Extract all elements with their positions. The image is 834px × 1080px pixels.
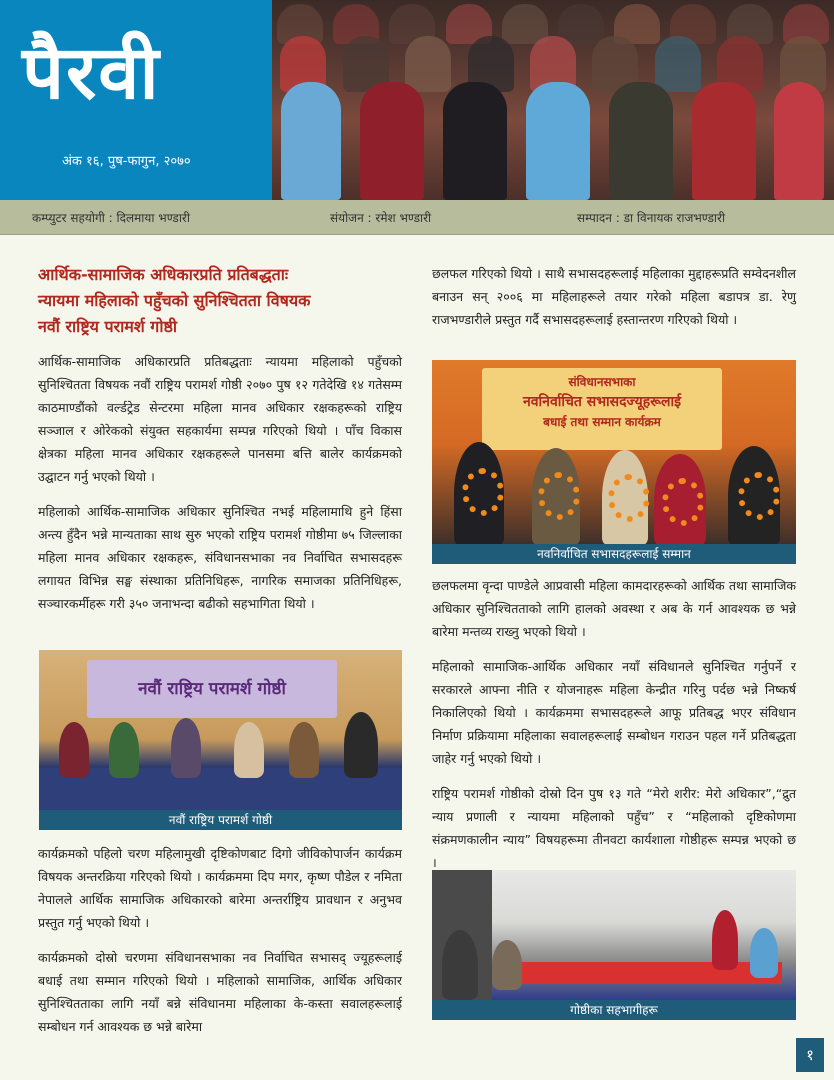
newsletter-title: पैरवी: [22, 30, 161, 116]
issue-info: अंक १६, पुष-फागुन, २०७०: [62, 154, 191, 169]
masthead-logo-panel: [0, 0, 272, 200]
masthead-crowd-photo: [272, 0, 834, 200]
right-column-middle: [432, 574, 796, 886]
paragraph-2: महिलाको आर्थिक-सामाजिक अधिकार सुनिश्चित नभई महिलामाथि हुने हिंसा अन्त्य हुँदैन भन्ने मान्यताका साथ सुरु भएको राष्ट्रिय परामर्श गोष्ठीमा ७५ जिल्लाका महिला मानव अधिकार रक्षकहरू, संविधानसभाका नव निर्वाचित सभासदहरू लगायत विभिन्न सङ्घ संस्थाका प्रतिनिधिहरू, नागरिक समाजका प्रतिनिधिहरू, सञ्चारकर्मीहरू गरी ३५० जनाभन्दा बढीको सहभागिता थियो ।: [38, 504, 402, 611]
headline-line-2: न्यायमा महिलाको पहुँचको सुनिश्चितता विषयक: [38, 291, 311, 310]
banner-line-3: बधाई तथा सम्मान कार्यक्रम: [543, 415, 661, 429]
paragraph-7: महिलाको सामाजिक-आर्थिक अधिकार नयाँ संविधानले सुनिश्चित गर्नुपर्ने र सरकारले आफ्ना नीति र योजनाहरू महिला केन्द्रीत गरिनु पर्दछ भन्ने निष्कर्ष निकालिएको थियो । कार्यक्रममा सभासदहरूले आफू प्रतिबद्ध भएर संविधान निर्माण प्रक्रियामा महिलाका सवालहरूलाई सम्बोधन गराउन पहल गर्ने प्रतिबद्धता जाहेर गर्नु भएको थियो ।: [432, 659, 796, 766]
paragraph-3: कार्यक्रमको पहिलो चरण महिलामुखी दृष्टिकोणबाट दिगो जीविकोपार्जन कार्यक्रम विषयक अन्तरक्रिया गरिएको थियो । कार्यक्रममा दिप मगर, कृष्ण पौडेल र नमिता नेपालले आर्थिक सामाजिक अधिकारको बारेमा अन्तर्राष्ट्रिय प्रावधान र अनुभव प्रस्तुत गर्नु भएको थियो ।: [38, 846, 402, 930]
felicitation-banner: [482, 368, 722, 450]
masthead: [0, 0, 834, 200]
paragraph-8: राष्ट्रिय परामर्श गोष्ठीको दोस्रो दिन पुष १३ गते “मेरो शरीर: मेरो अधिकार”,“द्रुत न्याय प्रणाली र न्यायमा महिलाको पहुँच” र “महिलाको दृष्टिकोणमा संक्रमणकालीन न्याय” विषयहरूमा तीनवटा कार्यशाला गोष्ठीहरू सम्पन्न भएको छ ।: [432, 786, 796, 870]
photo-participants: [432, 870, 796, 1000]
photo-felicitation: [432, 360, 796, 546]
computer-credit: कम्प्युटर सहयोगी : दिलमाया भण्डारी: [32, 211, 190, 225]
banner-line-2: नवनिर्वाचित सभासदज्यूहरूलाई: [523, 394, 681, 410]
headline-line-1: आर्थिक-सामाजिक अधिकारप्रति प्रतिबद्धताः: [38, 265, 289, 284]
photo1-caption: नवौं राष्ट्रिय परामर्श गोष्ठी: [39, 810, 402, 830]
photo-seminar-stage: [39, 650, 402, 812]
photo3-caption: गोष्ठीका सहभागीहरू: [432, 1000, 796, 1020]
editor-credit: सम्पादन : डा विनायक राजभण्डारी: [577, 211, 726, 225]
right-column-top: [432, 262, 796, 343]
coordinator-credit: संयोजन : रमेश भण्डारी: [330, 211, 432, 225]
meeting-table: [502, 962, 782, 984]
paragraph-5: छलफल गरिएको थियो । साथै सभासदहरूलाई महिलाका मुद्दाहरूप्रति सम्वेदनशील बनाउन सन् २००६ मा महिलाहरूले तयार गरेको महिला बडापत्र डा. रेणु राजभण्डारीले प्रस्तुत गर्दै सभासदहरूलाई हस्तान्तरण गरिएको थियो ।: [432, 266, 796, 327]
paragraph-6: छलफलमा वृन्दा पाण्डेले आप्रवासी महिला कामदारहरूको आर्थिक तथा सामाजिक अधिकार सुनिश्चितताको लागि हालको अवस्था र अब के गर्न आवश्यक छ भन्ने बारेमा मन्तव्य राख्नु भएको थियो ।: [432, 578, 796, 639]
paragraph-4: कार्यक्रमको दोस्रो चरणमा संविधानसभाका नव निर्वाचित सभासद् ज्यूहरूलाई बधाई तथा सम्मान गरिएको थियो । महिलाको सामाजिक, आर्थिक अधिकार सुनिश्चितताका लागि नयाँ बन्ने संविधानमा महिलाका के-कस्ता सवालहरूलाई सम्बोधन गर्न आवश्यक छ भन्ने बारेमा: [38, 950, 402, 1034]
page-number: १: [796, 1038, 824, 1072]
banner-line-1: संविधानसभाका: [568, 375, 636, 389]
article-headline: [38, 262, 402, 340]
left-column-bottom: [38, 842, 402, 1050]
photo2-caption: नवनिर्वाचित सभासदहरूलाई सम्मान: [432, 544, 796, 564]
headline-line-3: नवौं राष्ट्रिय परामर्श गोष्ठी: [38, 317, 178, 336]
credits-bar: [0, 200, 834, 235]
left-column: [38, 262, 402, 627]
paragraph-1: आर्थिक-सामाजिक अधिकारप्रति प्रतिबद्धताः न्यायमा महिलाको पहुँचको सुनिश्चितता विषयक नवौं राष्ट्रिय परामर्श गोष्ठी २०७० पुष १२ गतेदेखि १४ गतेसम्म काठमाण्डौंको वर्ल्डट्रेड सेन्टरमा महिला मानव अधिकार रक्षकहरूको राष्ट्रिय सञ्जाल र ओरेकको संयुक्त सहकार्यमा सम्पन्न गरिएको थियो । पाँच विकास क्षेत्रका महिला मानव अधिकार रक्षकहरूले पानसमा बत्ति बालेर कार्यक्रमको उद्घाटन गर्नु भएको थियो ।: [38, 354, 402, 484]
stage-banner: नवौं राष्ट्रिय परामर्श गोष्ठी: [87, 660, 337, 718]
